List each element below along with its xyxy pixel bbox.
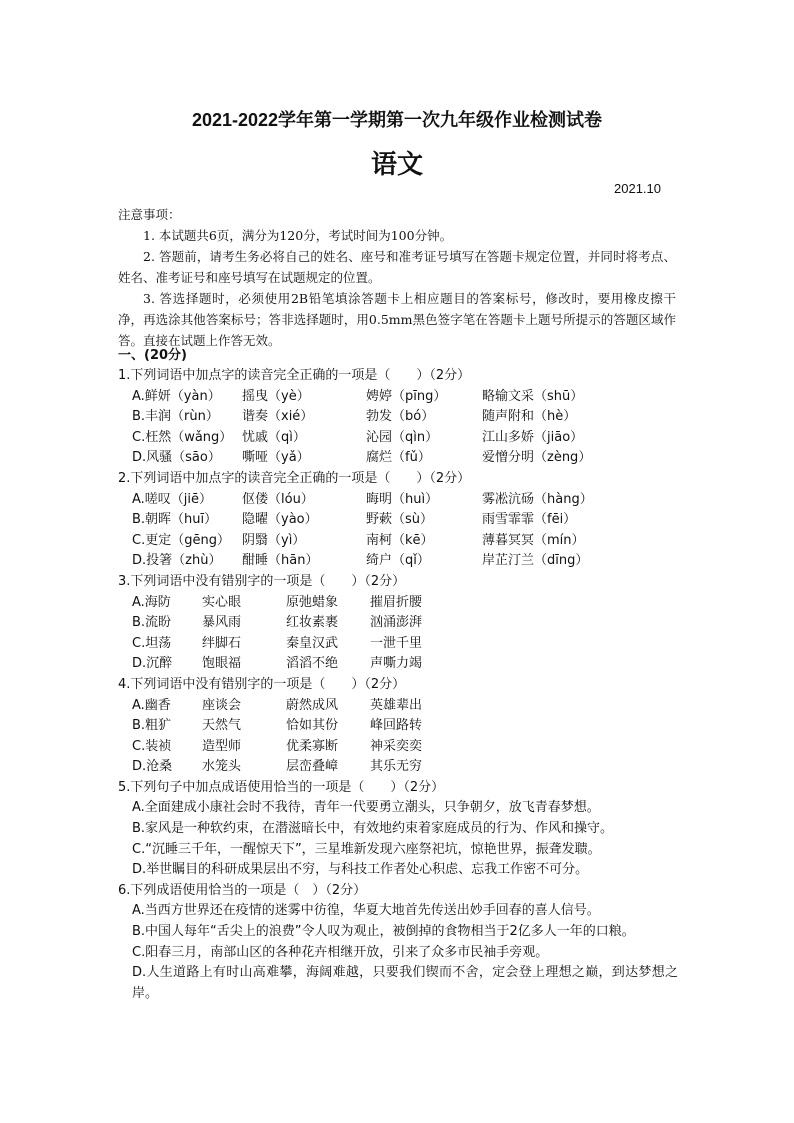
- option-word: 绮户（qǐ）: [366, 553, 430, 569]
- option-label-word: C.坦荡: [132, 635, 172, 651]
- option-word: 座谈会: [202, 697, 242, 713]
- option-word: 酣睡（hān）: [242, 553, 319, 569]
- option-label-word: D.投箸（zhù）: [132, 553, 222, 569]
- option-word: 恰如其份: [286, 718, 339, 734]
- option-word: 阴翳（yì）: [242, 532, 306, 548]
- option-row: [118, 407, 678, 428]
- option-label-word: A.鲜妍（yàn）: [132, 388, 221, 404]
- option-word: 原弛蜡象: [286, 594, 339, 610]
- option-label-word: B.丰润（rùn）: [132, 409, 219, 425]
- option-word: 南柯（kē）: [366, 532, 434, 548]
- note-item: 3. 答选择题时，必须使用2B铅笔填涂答题卡上相应题目的答案标号，修改时，要用橡皮擦干净，再选涂其他答案标号；答非选择题时，用0.5mm黑色签字笔在答题卡上题号所提示的答题区域作答。直接在试题上作答无效。: [118, 291, 676, 348]
- option-sentence: D.举世瞩目的科研成果层出不穷，与科技工作者处心积虑、忘我工作密不可分。: [132, 862, 589, 878]
- option-label-word: C.枉然（wǎng）: [132, 429, 233, 445]
- option-word: 雾凇沆砀（hàng）: [482, 491, 593, 507]
- exam-date: 2021.10: [614, 181, 661, 196]
- word-questions: [118, 366, 678, 778]
- option-word: 雨雪霏霏（fēi）: [482, 512, 577, 528]
- option-label-word: B.朝晖（huī）: [132, 512, 218, 528]
- option-word: 岸芷汀兰（dīng）: [482, 553, 589, 569]
- exam-title: 2021-2022学年第一学期第一次九年级作业检测试卷: [191, 110, 603, 130]
- option-word: 天然气: [202, 718, 242, 734]
- option-sentence: D.人生道路上有时山高难攀，海阔难越，只要我们锲而不舍，定会登上理想之巅，到达梦想之岸。: [132, 965, 678, 1001]
- option-word: 饱眼福: [202, 656, 242, 672]
- notes-heading: 注意事项：: [118, 207, 181, 222]
- option-label-word: C.装祯: [132, 738, 172, 754]
- option-word: 滔滔不绝: [286, 656, 339, 672]
- option-label-word: A.海防: [132, 594, 171, 610]
- option-word: 暴风雨: [202, 615, 242, 631]
- option-label-word: A.嗟叹（jiē）: [132, 491, 213, 507]
- option-word: 其乐无穷: [370, 759, 423, 775]
- option-word: 实心眼: [202, 594, 242, 610]
- option-word: 秦皇汉武: [286, 635, 339, 651]
- question-stem: 3.下列词语中没有错别字的一项是（ ）（2分）: [118, 573, 406, 589]
- option-word: 绊脚石: [202, 635, 242, 651]
- option-word: 层峦叠嶂: [286, 759, 339, 775]
- option-word: 沁园（qìn）: [366, 429, 439, 445]
- section-heading: 一、(20分): [118, 348, 187, 363]
- option-label-word: A.幽香: [132, 697, 171, 713]
- option-word: 忧戚（qì）: [242, 429, 306, 445]
- question-stem: 1.下列词语中加点字的读音完全正确的一项是（ ）（2分）: [118, 368, 471, 383]
- option-sentence: B.中国人每年“舌尖上的浪费”令人叹为观止，被倒掉的食物相当于2亿多人一年的口粮。: [132, 924, 635, 940]
- option-row: [118, 737, 678, 758]
- option-word: 汹涌澎湃: [370, 615, 423, 631]
- option-row: [118, 387, 678, 408]
- option-sentence: C.阳春三月，南部山区的各种花卉相继开放，引来了众多市民袖手旁观。: [132, 944, 549, 960]
- option-word: 摇曳（yè）: [242, 388, 310, 404]
- option-label-word: C.更定（gēng）: [132, 532, 230, 548]
- option-word: 隐曜（yào）: [242, 512, 318, 528]
- option-word: 薄暮冥冥（mín）: [482, 532, 585, 548]
- option-sentence: C.“沉睡三千年，一醒惊天下”，三星堆新发现六座祭祀坑，惊艳世界，振聋发聩。: [132, 841, 601, 857]
- option-row: [118, 531, 678, 552]
- option-sentence: A.全面建成小康社会时不我待，青年一代要勇立潮头，只争朝夕，放飞青春梦想。: [132, 800, 600, 816]
- option-word: 优柔寡断: [286, 738, 339, 754]
- option-word: 声嘶力竭: [370, 656, 423, 672]
- option-word: 谐奏（xié）: [242, 409, 314, 425]
- option-word: 红妆素裹: [286, 615, 339, 631]
- question-stem: 6.下列成语使用恰当的一项是（ ）（2分）: [118, 882, 367, 898]
- option-word: 峰回路转: [370, 718, 423, 734]
- question-stem: 5.下列句子中加点成语使用恰当的一项是（ ）（2分）: [118, 779, 445, 795]
- option-row: [118, 490, 678, 511]
- option-label-word: D.风骚（sāo）: [132, 450, 221, 466]
- option-word: 娉婷（pīng）: [366, 388, 447, 404]
- option-row: [118, 593, 678, 614]
- option-word: 水笼头: [202, 759, 242, 775]
- option-row: [118, 448, 678, 469]
- option-row: [118, 428, 678, 449]
- option-row: [118, 634, 678, 655]
- option-word: 造型师: [202, 738, 242, 754]
- option-word: 江山多娇（jiāo）: [482, 429, 584, 445]
- option-word: 野蔌（sù）: [366, 512, 434, 528]
- option-label-word: B.粗犷: [132, 718, 172, 734]
- option-row: [118, 716, 678, 737]
- note-item: 2. 答题前，请考生务必将自己的姓名、座号和准考证号填写在答题卡规定位置，并同时将考点、姓名、准考证号和座号填写在试题规定的位置。: [118, 249, 676, 285]
- option-row: [118, 757, 678, 778]
- option-label-word: D.沧桑: [132, 759, 173, 775]
- option-word: 神采奕奕: [370, 738, 423, 754]
- option-sentence: A.当西方世界还在疫情的迷雾中彷徨，华夏大地首先传送出妙手回春的喜人信号。: [132, 903, 600, 919]
- option-word: 摧眉折腰: [370, 594, 423, 610]
- notes-block: [118, 204, 676, 351]
- option-label-word: D.沉醉: [132, 656, 173, 672]
- option-word: 蔚然成风: [286, 697, 339, 713]
- option-word: 嘶哑（yǎ）: [242, 450, 310, 466]
- subject-title: 语文: [370, 150, 423, 180]
- option-word: 伛偻（lóu）: [242, 491, 314, 507]
- option-row: [118, 551, 678, 572]
- option-word: 爱憎分明（zèng）: [482, 450, 592, 466]
- option-word: 晦明（huì）: [366, 491, 439, 507]
- option-row: [118, 510, 678, 531]
- option-row: [118, 696, 678, 717]
- note-item: 1. 本试题共6页，满分为120分，考试时间为100分钟。: [143, 228, 453, 243]
- option-word: 勃发（bó）: [366, 409, 435, 425]
- option-row: [118, 613, 678, 634]
- option-label-word: B.流盼: [132, 615, 172, 631]
- option-word: 随声附和（hè）: [482, 409, 577, 425]
- option-word: 英雄辈出: [370, 697, 423, 713]
- question-stem: 4.下列词语中没有错别字的一项是（ ）（2分）: [118, 676, 406, 692]
- questions-area: [118, 345, 678, 1004]
- option-word: 一泄千里: [370, 635, 423, 651]
- option-sentence: B.家风是一种软约束，在潜滋暗长中，有效地约束着家庭成员的行为、作风和操守。: [132, 821, 614, 837]
- question-stem: 2.下列词语中加点字的读音完全正确的一项是（ ）（2分）: [118, 470, 471, 486]
- option-row: [118, 654, 678, 675]
- option-word: 略输文采（shū）: [482, 388, 584, 404]
- option-word: 腐烂（fǔ）: [366, 450, 431, 466]
